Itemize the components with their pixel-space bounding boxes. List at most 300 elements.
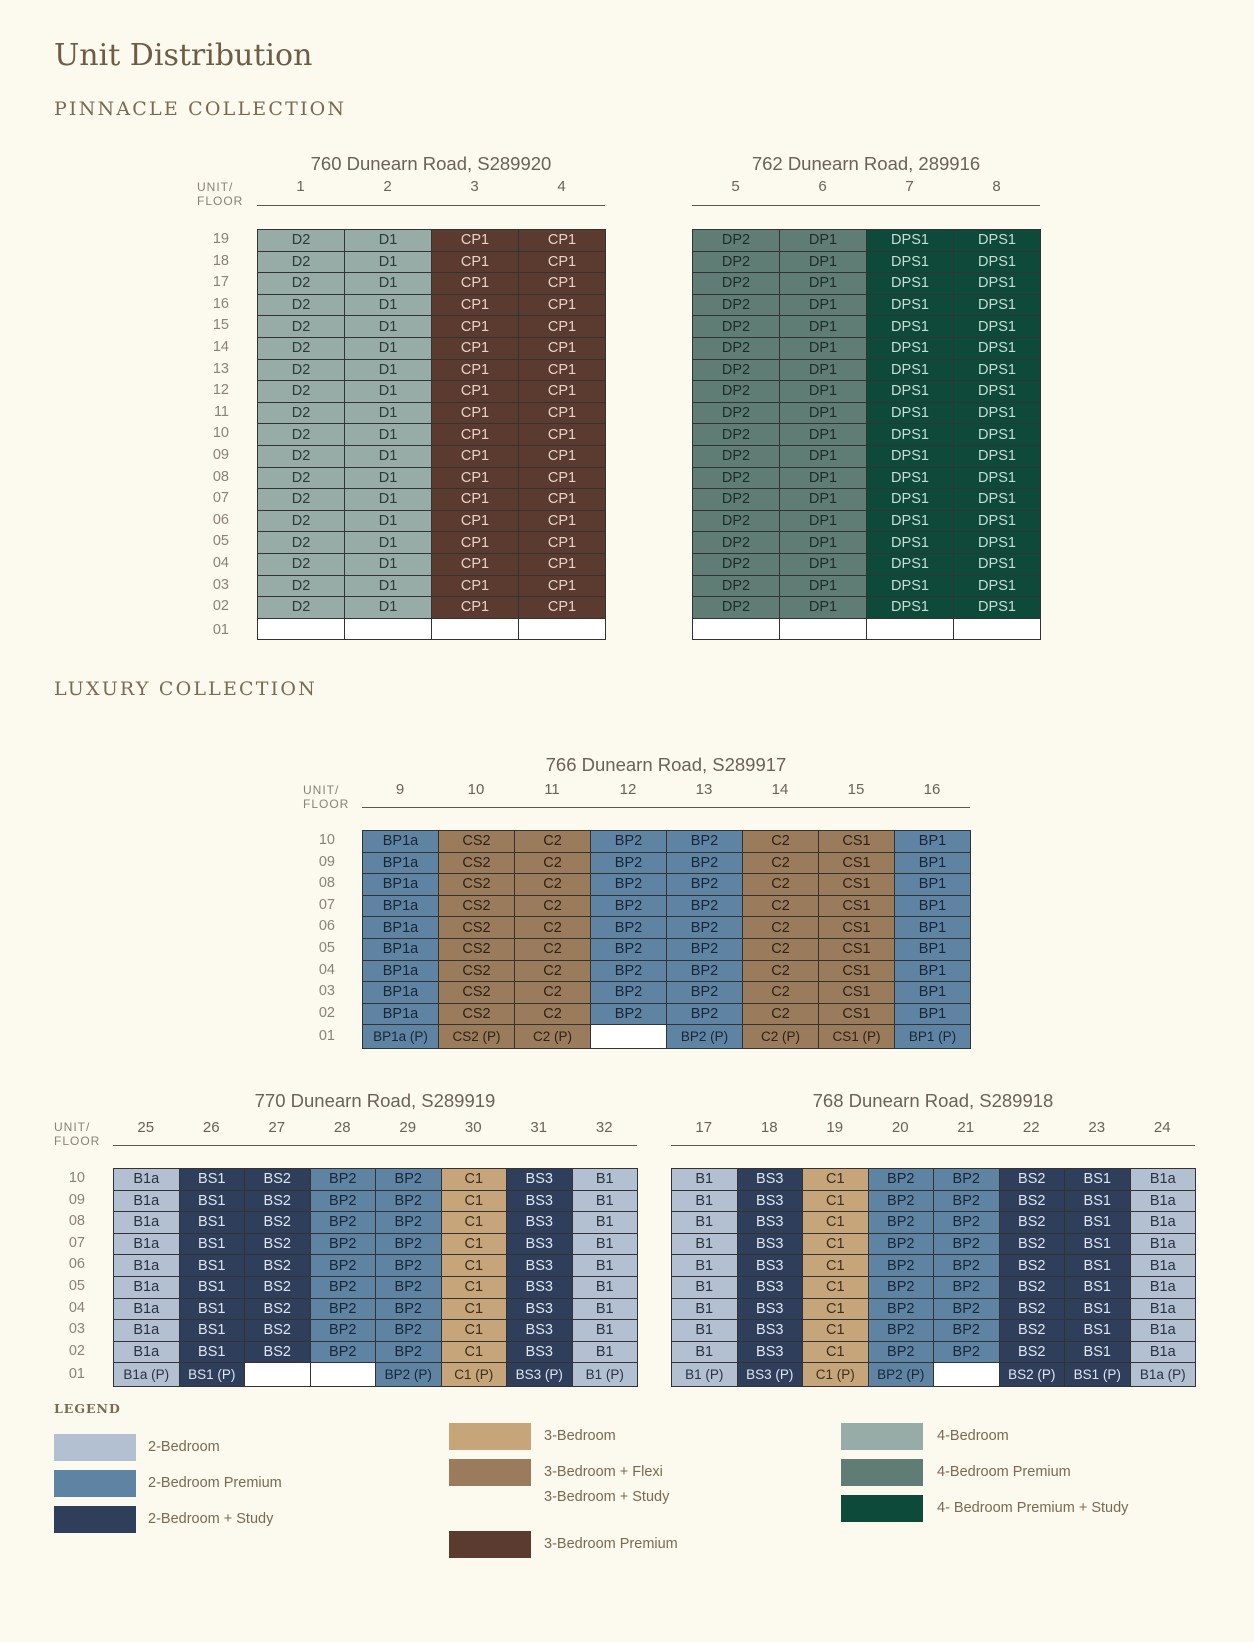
- floor-number: 11: [213, 403, 229, 420]
- unit-cell: B1a: [114, 1276, 180, 1298]
- unit-cell: BP2: [667, 917, 743, 939]
- empty-cell: [867, 618, 954, 640]
- legend-swatch: [54, 1434, 136, 1461]
- unit-cell: BS1: [179, 1169, 245, 1191]
- unit-cell: BS1: [1065, 1169, 1131, 1191]
- unit-cell: B1a: [1130, 1233, 1196, 1255]
- unit-cell: BS3: [507, 1212, 573, 1234]
- unit-cell: DP1: [780, 337, 867, 359]
- unit-cell: B1 (P): [572, 1363, 638, 1387]
- unit-cell: B1: [572, 1298, 638, 1320]
- floor-number: 05: [68, 1278, 85, 1294]
- unit-cell: CP1: [519, 273, 606, 295]
- floor-number: 06: [68, 1256, 85, 1273]
- unit-cell: C1: [803, 1255, 869, 1277]
- unit-cell: B1a: [1130, 1341, 1196, 1363]
- unit-cell: BP2: [376, 1298, 442, 1320]
- floor-row: [363, 960, 971, 982]
- unit-cell: DPS1: [867, 467, 954, 489]
- floor-number: 04: [212, 555, 229, 571]
- unit-cell: B1: [672, 1212, 738, 1234]
- unit-cell: CS1 (P): [819, 1025, 895, 1049]
- unit-cell: BS1: [179, 1341, 245, 1363]
- unit-number: 14: [771, 781, 789, 798]
- unit-cell: BP2: [310, 1255, 376, 1277]
- unit-cell: BP1: [895, 917, 971, 939]
- unit-cell: BP1: [895, 938, 971, 960]
- unit-cell: DP2: [693, 337, 780, 359]
- unit-grid: [671, 1168, 1196, 1387]
- unit-cell: BP2: [868, 1233, 934, 1255]
- block-address: 768 Dunearn Road, S289918: [812, 1090, 1054, 1111]
- unit-cell: BS3: [507, 1320, 573, 1342]
- unit-cell: B1a: [114, 1190, 180, 1212]
- unit-cell: DPS1: [867, 424, 954, 446]
- unit-cell: D2: [258, 381, 345, 403]
- unit-cell: BS1: [1065, 1255, 1131, 1277]
- unit-cell: C2: [743, 982, 819, 1004]
- empty-cell: [310, 1363, 376, 1387]
- unit-cell: B1: [672, 1190, 738, 1212]
- unit-cell: D1: [345, 230, 432, 252]
- unit-cell: BS2: [245, 1233, 311, 1255]
- unit-number: 26: [202, 1119, 220, 1136]
- unit-cell: BS2: [999, 1169, 1065, 1191]
- floor-row: [258, 553, 606, 575]
- unit-cell: BP2: [868, 1298, 934, 1320]
- floor-number: 13: [212, 360, 229, 377]
- unit-cell: B1a: [114, 1341, 180, 1363]
- floor-number: 05: [212, 533, 229, 550]
- unit-cell: CP1: [519, 445, 606, 467]
- unit-cell: BP1a: [363, 917, 439, 939]
- unit-number: 30: [464, 1119, 482, 1136]
- unit-cell: BP2: [310, 1233, 376, 1255]
- header-rule: [692, 205, 1040, 206]
- unit-cell: D2: [258, 251, 345, 273]
- unit-cell: BS2: [999, 1233, 1065, 1255]
- unit-cell: BP1a: [363, 874, 439, 896]
- unit-cell: CP1: [432, 402, 519, 424]
- unit-cell: BP2: [310, 1169, 376, 1191]
- unit-cell: BS2: [245, 1212, 311, 1234]
- unit-cell: DPS1: [867, 445, 954, 467]
- unit-cell: BS3: [737, 1320, 803, 1342]
- unit-cell: D2: [258, 230, 345, 252]
- unit-cell: BS1: [179, 1212, 245, 1234]
- unit-cell: CP1: [432, 316, 519, 338]
- floor-number: 04: [318, 961, 335, 978]
- unit-cell: C1: [803, 1190, 869, 1212]
- floor-row: [114, 1255, 638, 1277]
- unit-cell: D1: [345, 467, 432, 489]
- unit-cell: CP1: [519, 230, 606, 252]
- unit-cell: DPS1: [867, 273, 954, 295]
- header-rule: [113, 1145, 637, 1146]
- unit-cell: BP2: [376, 1190, 442, 1212]
- floor-row: [363, 917, 971, 939]
- floor-number: 10: [212, 425, 229, 442]
- unit-cell: DPS1: [954, 553, 1041, 575]
- unit-cell: D1: [345, 381, 432, 403]
- empty-cell: [954, 618, 1041, 640]
- empty-cell: [934, 1363, 1000, 1387]
- unit-cell: DP2: [693, 359, 780, 381]
- unit-cell: DPS1: [867, 230, 954, 252]
- floor-row: [363, 982, 971, 1004]
- unit-cell: B1a (P): [1130, 1363, 1196, 1387]
- unit-cell: BP2: [934, 1341, 1000, 1363]
- block-address: 766 Dunearn Road, S289917: [545, 754, 787, 775]
- unit-cell: C1: [441, 1169, 507, 1191]
- unit-number: 28: [333, 1119, 351, 1136]
- unit-number: 6: [818, 178, 827, 195]
- floor-row: [672, 1190, 1196, 1212]
- unit-cell: BP2: [667, 895, 743, 917]
- unit-number: 10: [467, 781, 485, 798]
- unit-cell: CP1: [519, 553, 606, 575]
- unit-cell: CS1: [819, 831, 895, 853]
- unit-cell: C1: [441, 1190, 507, 1212]
- unit-cell: BP2: [310, 1276, 376, 1298]
- unit-cell: D2: [258, 575, 345, 597]
- unit-cell: DP2: [693, 597, 780, 619]
- floor-number: 14: [212, 339, 229, 355]
- unit-cell: BS3: [507, 1298, 573, 1320]
- unit-cell: B1a: [1130, 1190, 1196, 1212]
- unit-cell: BP2: [934, 1255, 1000, 1277]
- unit-cell: D2: [258, 316, 345, 338]
- floor-number: 02: [318, 1004, 335, 1021]
- floor-row: [114, 1320, 638, 1342]
- unit-cell: C2: [743, 938, 819, 960]
- unit-cell: D1: [345, 402, 432, 424]
- block-address: 770 Dunearn Road, S289919: [254, 1090, 496, 1111]
- unit-cell: CS2: [439, 917, 515, 939]
- unit-cell: BS3: [507, 1255, 573, 1277]
- unit-cell: CP1: [432, 553, 519, 575]
- unit-cell: CS2: [439, 895, 515, 917]
- unit-cell: BS1: [179, 1233, 245, 1255]
- unit-cell: DPS1: [867, 597, 954, 619]
- unit-cell: CP1: [432, 510, 519, 532]
- floor-number: 10: [318, 832, 335, 848]
- unit-cell: DP1: [780, 230, 867, 252]
- unit-cell: B1: [572, 1212, 638, 1234]
- unit-number: 29: [399, 1119, 417, 1136]
- floor-row: [693, 510, 1041, 532]
- unit-grid: [692, 229, 1041, 640]
- unit-cell: DP1: [780, 273, 867, 295]
- unit-number: 7: [905, 178, 914, 195]
- unit-cell: CP1: [432, 597, 519, 619]
- unit-cell: D1: [345, 273, 432, 295]
- unit-cell: BS3: [507, 1169, 573, 1191]
- floor-row: [693, 467, 1041, 489]
- unit-cell: BS2: [999, 1298, 1065, 1320]
- unit-number: 5: [731, 178, 740, 195]
- floor-number: 08: [212, 468, 229, 485]
- unit-cell: BP2: [376, 1320, 442, 1342]
- unit-cell: BS3: [737, 1341, 803, 1363]
- unit-cell: B1: [672, 1255, 738, 1277]
- unit-cell: BP2: [591, 852, 667, 874]
- floor-number: 03: [318, 983, 335, 1000]
- unit-cell: C1: [441, 1212, 507, 1234]
- floor-row: [363, 852, 971, 874]
- unit-cell: BP1: [895, 1003, 971, 1025]
- unit-cell: BP2: [591, 917, 667, 939]
- unit-cell: BS2: [245, 1255, 311, 1277]
- unit-cell: DP2: [693, 510, 780, 532]
- floor-row: [114, 1169, 638, 1191]
- unit-cell: CP1: [519, 510, 606, 532]
- unit-cell: CS1: [819, 917, 895, 939]
- floor-row: [258, 316, 606, 338]
- unit-cell: BS2: [245, 1169, 311, 1191]
- floor-row: [693, 381, 1041, 403]
- unit-cell: B1: [672, 1276, 738, 1298]
- unit-cell: D2: [258, 597, 345, 619]
- unit-cell: BP2: [310, 1212, 376, 1234]
- unit-cell: C1: [803, 1298, 869, 1320]
- unit-cell: CP1: [432, 251, 519, 273]
- unit-cell: BP1a: [363, 1003, 439, 1025]
- unit-cell: D2: [258, 467, 345, 489]
- unit-cell: DP1: [780, 553, 867, 575]
- legend-swatch: [449, 1459, 531, 1486]
- floor-row: [363, 1003, 971, 1025]
- unit-cell: C2: [743, 960, 819, 982]
- unit-cell: CP1: [519, 575, 606, 597]
- floor-row: [258, 251, 606, 273]
- unit-cell: DP1: [780, 359, 867, 381]
- unit-cell: D1: [345, 251, 432, 273]
- unit-cell: BP1 (P): [895, 1025, 971, 1049]
- unit-cell: CP1: [432, 294, 519, 316]
- unit-cell: CP1: [432, 489, 519, 511]
- floor-row: [114, 1190, 638, 1212]
- unit-cell: DPS1: [867, 251, 954, 273]
- unit-number: 11: [544, 781, 560, 798]
- unit-cell: B1a: [1130, 1298, 1196, 1320]
- unit-cell: BP1: [895, 960, 971, 982]
- floor-row: [693, 273, 1041, 295]
- unit-cell: BS1: [1065, 1298, 1131, 1320]
- unit-cell: C2: [515, 895, 591, 917]
- floor-row: [258, 618, 606, 640]
- unit-cell: DPS1: [954, 337, 1041, 359]
- empty-cell: [591, 1025, 667, 1049]
- legend-swatch: [54, 1470, 136, 1497]
- floor-row: [693, 553, 1041, 575]
- floor-row: [693, 575, 1041, 597]
- unit-cell: BS2: [999, 1341, 1065, 1363]
- legend-swatch: [841, 1459, 923, 1486]
- unit-cell: B1: [572, 1276, 638, 1298]
- floor-number: 09: [68, 1191, 85, 1208]
- unit-cell: C1: [803, 1212, 869, 1234]
- unit-cell: BP2: [868, 1169, 934, 1191]
- unit-cell: CP1: [519, 597, 606, 619]
- unit-cell: CP1: [432, 381, 519, 403]
- unit-cell: CS2: [439, 982, 515, 1004]
- unit-cell: C1: [803, 1169, 869, 1191]
- floor-row: [258, 402, 606, 424]
- unit-cell: BP2: [868, 1190, 934, 1212]
- unit-cell: DPS1: [954, 532, 1041, 554]
- unit-cell: CP1: [519, 294, 606, 316]
- floor-row: [363, 831, 971, 853]
- unit-cell: BS1: [1065, 1341, 1131, 1363]
- floor-row: [693, 337, 1041, 359]
- unit-cell: CS2: [439, 831, 515, 853]
- unit-cell: C2: [743, 874, 819, 896]
- legend-label: 4-Bedroom: [937, 1428, 1009, 1444]
- unit-number: 9: [395, 781, 405, 798]
- floor-row: [114, 1341, 638, 1363]
- unit-cell: DP2: [693, 294, 780, 316]
- unit-cell: DPS1: [867, 532, 954, 554]
- unit-cell: DP1: [780, 532, 867, 554]
- floor-row: [258, 424, 606, 446]
- unit-cell: DP2: [693, 273, 780, 295]
- unit-cell: BP1a: [363, 831, 439, 853]
- unit-cell: CS1: [819, 982, 895, 1004]
- legend-label: 2-Bedroom Premium: [148, 1475, 282, 1491]
- unit-cell: B1: [572, 1233, 638, 1255]
- unit-cell: DPS1: [954, 381, 1041, 403]
- unit-cell: BS2: [999, 1255, 1065, 1277]
- unit-cell: CS2 (P): [439, 1025, 515, 1049]
- unit-cell: BS1: [179, 1320, 245, 1342]
- floor-row: [672, 1341, 1196, 1363]
- unit-cell: C1: [803, 1341, 869, 1363]
- unit-cell: B1a: [114, 1320, 180, 1342]
- floor-number: 19: [212, 231, 229, 247]
- unit-cell: C1: [441, 1298, 507, 1320]
- unit-cell: BP2: [934, 1276, 1000, 1298]
- unit-cell: CP1: [519, 359, 606, 381]
- unit-cell: C2: [515, 938, 591, 960]
- unit-cell: BP2: [934, 1320, 1000, 1342]
- unit-cell: CS1: [819, 852, 895, 874]
- unit-cell: D1: [345, 294, 432, 316]
- unit-cell: BP2: [310, 1298, 376, 1320]
- unit-cell: BS2: [999, 1190, 1065, 1212]
- unit-number: 27: [268, 1119, 286, 1136]
- unit-cell: BS1: [1065, 1233, 1131, 1255]
- unit-cell: D2: [258, 532, 345, 554]
- unit-cell: BP1: [895, 874, 971, 896]
- unit-cell: BP2: [934, 1169, 1000, 1191]
- block-address: 760 Dunearn Road, S289920: [310, 153, 552, 174]
- unit-cell: B1a (P): [114, 1363, 180, 1387]
- unit-cell: BP2: [591, 1003, 667, 1025]
- unit-cell: CP1: [519, 337, 606, 359]
- floor-row: [258, 381, 606, 403]
- unit-cell: DPS1: [867, 294, 954, 316]
- unit-cell: BS1: [1065, 1276, 1131, 1298]
- unit-cell: BP1: [895, 852, 971, 874]
- unit-cell: BS1: [1065, 1320, 1131, 1342]
- unit-number: 4: [557, 178, 566, 195]
- unit-cell: B1a: [114, 1212, 180, 1234]
- floor-row: [258, 337, 606, 359]
- unit-cell: B1a: [1130, 1212, 1196, 1234]
- floor-row: [363, 938, 971, 960]
- unit-cell: DP2: [693, 575, 780, 597]
- unit-cell: DPS1: [954, 510, 1041, 532]
- unit-cell: C2 (P): [515, 1025, 591, 1049]
- floor-row: [693, 597, 1041, 619]
- empty-cell: [258, 618, 345, 640]
- unit-cell: BP2: [934, 1298, 1000, 1320]
- floor-row: [693, 532, 1041, 554]
- floor-number: 08: [318, 875, 335, 892]
- legend-label: 3-Bedroom + Study: [544, 1489, 670, 1505]
- unit-cell: D1: [345, 597, 432, 619]
- unit-cell: D2: [258, 510, 345, 532]
- unit-cell: CS1: [819, 874, 895, 896]
- unit-cell: DPS1: [867, 402, 954, 424]
- unit-cell: C1: [441, 1341, 507, 1363]
- unit-cell: D1: [345, 359, 432, 381]
- unit-cell: CP1: [519, 489, 606, 511]
- unit-number: 13: [695, 781, 713, 798]
- unit-cell: CP1: [519, 532, 606, 554]
- unit-cell: BS3: [507, 1233, 573, 1255]
- empty-cell: [245, 1363, 311, 1387]
- unit-cell: D1: [345, 316, 432, 338]
- unit-number: 25: [137, 1119, 155, 1136]
- unit-cell: CS1: [819, 895, 895, 917]
- unit-cell: CP1: [432, 445, 519, 467]
- unit-cell: BS3: [507, 1190, 573, 1212]
- unit-label: UNIT/: [303, 783, 340, 797]
- floor-number: 06: [212, 511, 229, 528]
- unit-number: 31: [530, 1119, 548, 1136]
- legend-swatch: [449, 1531, 531, 1558]
- unit-number: 24: [1153, 1119, 1171, 1136]
- unit-cell: C2: [743, 831, 819, 853]
- legend-title: LEGEND: [54, 1401, 121, 1416]
- unit-cell: BP2: [591, 982, 667, 1004]
- unit-cell: BS3: [737, 1298, 803, 1320]
- unit-cell: BP1: [895, 895, 971, 917]
- unit-cell: BP2: [868, 1276, 934, 1298]
- legend-swatch: [54, 1506, 136, 1533]
- floor-number: 03: [68, 1321, 85, 1338]
- page-title: Unit Distribution: [54, 38, 313, 73]
- unit-cell: C1: [441, 1255, 507, 1277]
- unit-cell: BS2: [999, 1212, 1065, 1234]
- empty-cell: [345, 618, 432, 640]
- unit-cell: C2: [515, 852, 591, 874]
- block-address: 762 Dunearn Road, 289916: [751, 153, 981, 174]
- empty-cell: [519, 618, 606, 640]
- unit-cell: DPS1: [867, 337, 954, 359]
- floor-number: 07: [318, 896, 335, 913]
- floor-number: 02: [212, 598, 229, 615]
- unit-cell: C2: [743, 895, 819, 917]
- unit-cell: DP1: [780, 381, 867, 403]
- unit-cell: DPS1: [954, 273, 1041, 295]
- floor-number: 18: [212, 252, 229, 269]
- unit-cell: DP2: [693, 553, 780, 575]
- unit-number: 8: [992, 178, 1001, 195]
- floor-row: [258, 294, 606, 316]
